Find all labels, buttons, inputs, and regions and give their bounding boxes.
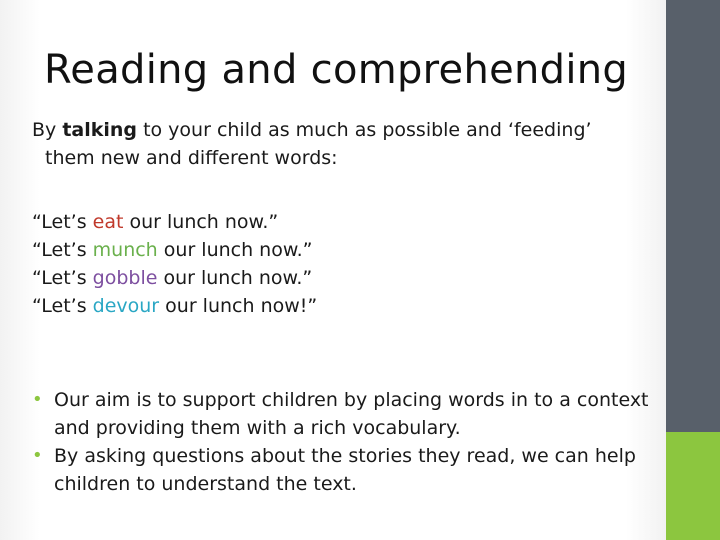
intro-text-after: to your child as much as possible and ‘feeding’ <box>137 119 592 141</box>
intro-paragraph <box>32 116 662 172</box>
example-prefix: “Let’s <box>32 211 93 233</box>
bullet-item <box>32 386 662 442</box>
example-prefix: “Let’s <box>32 239 93 261</box>
intro-keyword: talking <box>62 119 138 141</box>
example-suffix: our lunch now.” <box>157 267 313 289</box>
bullet-dot-icon: • <box>32 389 43 410</box>
example-suffix: our lunch now.” <box>157 239 313 261</box>
example-verb: devour <box>92 295 160 317</box>
example-prefix: “Let’s <box>32 267 93 289</box>
example-suffix: our lunch now.” <box>123 211 279 233</box>
intro-text-before: By <box>32 119 63 141</box>
example-verb: eat <box>92 211 124 233</box>
bullet-item <box>32 442 662 498</box>
bullet-text: Our aim is to support children by placing words in to a context and providing them with a rich vocabulary. <box>54 389 649 439</box>
example-prefix: “Let’s <box>32 295 93 317</box>
example-line <box>32 292 317 320</box>
side-accent-green-block <box>666 432 720 540</box>
example-suffix: our lunch now!” <box>159 295 318 317</box>
example-line <box>32 236 317 264</box>
example-line <box>32 264 317 292</box>
intro-text-line2: them new and different words: <box>45 147 338 169</box>
example-sentences <box>32 208 317 320</box>
example-verb: gobble <box>92 267 158 289</box>
example-verb: munch <box>92 239 158 261</box>
slide-title: Reading and comprehending <box>44 47 629 93</box>
bullet-text: By asking questions about the stories they read, we can help children to understand the text. <box>54 445 636 495</box>
bullet-dot-icon: • <box>32 445 43 466</box>
bullet-list <box>32 386 662 498</box>
example-line <box>32 208 317 236</box>
